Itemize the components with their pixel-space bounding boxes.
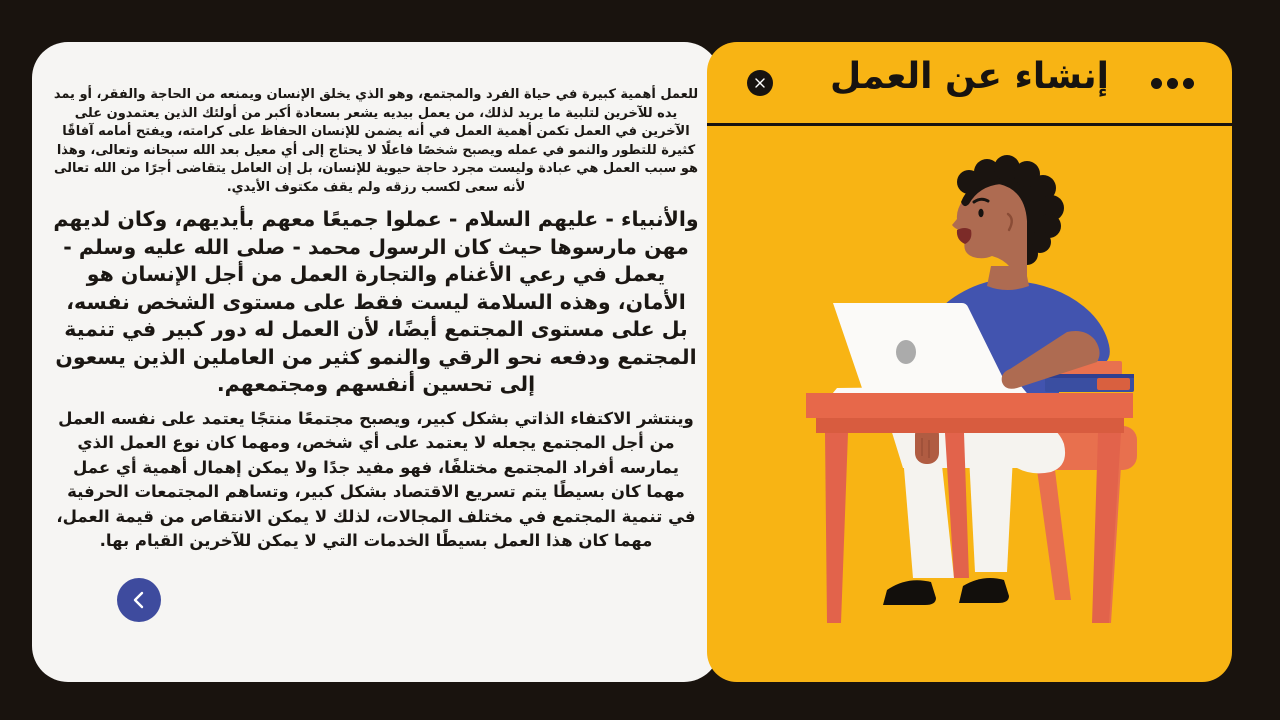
card-header (707, 42, 1232, 126)
neck (987, 266, 1029, 290)
essay-paragraph-closing: وينتشر الاكتفاء الذاتي بشكل كبير، ويصبح مجتمعًا منتجًا يعتمد على نفسه العمل من أجل المجتمع يجعله لا يعتمد على أي شخص، ومهما كان نوع العمل الذي يمارسه أفراد المجتمع مختلفًا، فهو مفيد جدًا ولا يمكن إهمال أهمية أي عمل مهما كان بسيطًا يتم تسريع الاقتصاد بشكل كبير، وتساهم المجتمعات الحرفية في تنمية المجتمع في مختلف المجالات، لذلك لا يمكن الانتقاص من قيمة العمل، مهما كان هذا العمل بسيطًا الخدمات التي لا يمكن للآخرين القيام بها. (56, 408, 696, 550)
essay-panel (32, 42, 720, 682)
essay-text (32, 42, 720, 554)
shoe (883, 580, 936, 605)
shoe (959, 578, 1009, 603)
person-legs (883, 414, 1065, 605)
three-dots-menu-icon[interactable] (1151, 78, 1194, 89)
desk-top (806, 393, 1133, 433)
laptop-logo (896, 340, 916, 364)
back-button[interactable] (117, 578, 161, 622)
essay-paragraph-intro: للعمل أهمية كبيرة في حياة الفرد والمجتمع، وهو الذي يخلق الإنسان ويمنعه من الحاجة والفقر، أو يمد يده للآخرين لتلبية ما يريد لذلك، من يعمل بيديه يشعر بسعادة أكبر من أولئك الذين يعتمدون على الآخرين في العمل تكمن أهمية العمل في أنه يضمن للإنسان الحفاظ على كرامته، ويفتح أمامه آفاقًا كثيرة للتطور والنمو في عمله ويصبح شخصًا فاعلًا لا يحتاج إلى أي معيل بعد الله سبحانه وتعالى، وهذا هو سبب العمل هي عبادة وليست مجرد حاجة حيوية للإنسان، بل إن العامل يتقاضى أجرًا من الله تعالى لأنه سعى لكسب رزقه ولم يقف مكتوف الأيدي. (53, 87, 699, 195)
page-title: إنشاء عن العمل (830, 56, 1109, 97)
title-card (707, 42, 1232, 682)
essay-paragraph-main: والأنبياء - عليهم السلام - عملوا جميعًا معهم بأيديهم، وكان لديهم مهن مارسوها حيث كان الرسول محمد - صلى الله عليه وسلم - يعمل في رعي الأغنام والتجارة العمل من أجل الإنسان هو الأمان، وهذه السلامة ليست فقط على مستوى الشخص نفسه، بل على مستوى المجتمع أيضًا، لأن العمل له دور كبير في تنمية المجتمع ودفعه نحو الرقي والنمو كثير من العاملين الذين يسعون إلى تحسين أنفسهم ومجتمعهم. (53, 207, 699, 396)
person-head (952, 155, 1064, 290)
work-illustration (707, 126, 1232, 682)
eye (978, 209, 983, 217)
chevron-left-icon (130, 590, 148, 610)
